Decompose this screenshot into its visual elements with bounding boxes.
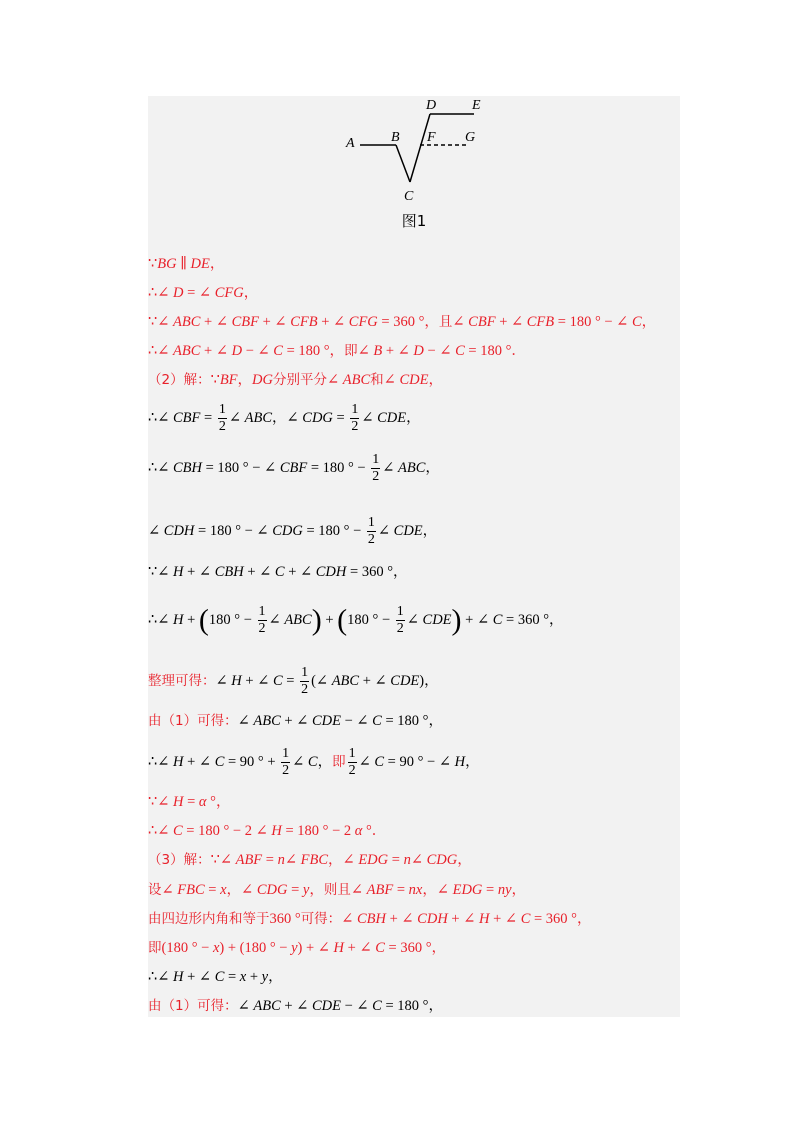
solution-line-9: ∵∠ H + ∠ CBH + ∠ C + ∠ CDH = 360 °， [148,564,408,580]
solution-line-21: 由（1）可得：∠ ABC + ∠ CDE − ∠ C = 180 °， [148,998,443,1014]
solution-line-6: ∴∠ CBF = $\frac{1}{2}$ ∠ ABC，∠ CDG = $\frac{1}{2}$ ∠ CDE， [148,402,421,434]
label-b: B [391,130,400,145]
solution-line-16: （3）解：∵∠ ABF = n∠ FBC，∠ EDG = n∠ CDG， [148,852,472,868]
solution-line-11: 整理可得：∠ H + ∠ C = $\frac{1}{2}$ (∠ ABC + ∠ CDE)， [148,665,439,697]
solution-line-12: 由（1）可得：∠ ABC + ∠ CDE − ∠ C = 180 °， [148,713,443,729]
solution-line-2: ∴∠ D = ∠ CFG， [148,285,259,301]
solution-line-10: ∴∠ H + (180 ° − $\frac{1}{2}$ ∠ ABC) + (180 ° − $\frac{1}{2}$ ∠ CDE) + ∠ C = 360 °， [148,603,564,637]
solution-line-1: ∵BG ∥ DE， [148,256,225,272]
label-f: F [427,130,436,145]
solution-line-15: ∴∠ C = 180 ° − 2 ∠ H = 180 ° − 2 α °． [148,823,387,839]
segment-cd [410,114,430,182]
solution-line-7: ∴∠ CBH = 180 ° − ∠ CBF = 180 ° − $\frac{1}{2}$ ∠ ABC， [148,452,440,484]
label-g: G [465,130,476,145]
solution-line-3: ∵∠ ABC + ∠ CBF + ∠ CFB + ∠ CFG = 360 °，且∠ CBF + ∠ CFB = 180 ° − ∠ C， [148,314,657,330]
label-a: A [346,136,355,151]
label-d: D [426,98,437,113]
solution-panel [148,96,680,1017]
solution-line-17: 设∠ FBC = x，∠ CDG = y，则且∠ ABF = nx，∠ EDG = ny， [148,882,527,898]
solution-line-5: （2）解：∵BF，DG分别平分∠ ABC和∠ CDE， [148,372,443,388]
segment-bc [396,145,410,182]
figure-caption: 图1 [401,212,427,230]
solution-line-8: ∠ CDH = 180 ° − ∠ CDG = 180 ° − $\frac{1}{2}$ ∠ CDE， [148,515,438,547]
label-e: E [472,98,481,113]
solution-line-14: ∵∠ H = α °， [148,794,231,810]
solution-line-19: 即(180 ° − x) + (180 ° − y) + ∠ H + ∠ C = 360 °， [148,940,446,956]
solution-line-20: ∴∠ H + ∠ C = x + y， [148,969,283,985]
solution-line-18: 由四边形内角和等于360 °可得：∠ CBH + ∠ CDH + ∠ H + ∠ C = 360 °， [148,911,592,927]
solution-line-4: ∴∠ ABC + ∠ D − ∠ C = 180 °，即∠ B + ∠ D − ∠ C = 180 °． [148,343,526,359]
solution-line-13: ∴∠ H + ∠ C = 90 ° + $\frac{1}{2}$ ∠ C，即 $\frac{1}{2}$ ∠ C = 90 ° − ∠ H， [148,746,480,778]
label-c: C [404,189,414,204]
